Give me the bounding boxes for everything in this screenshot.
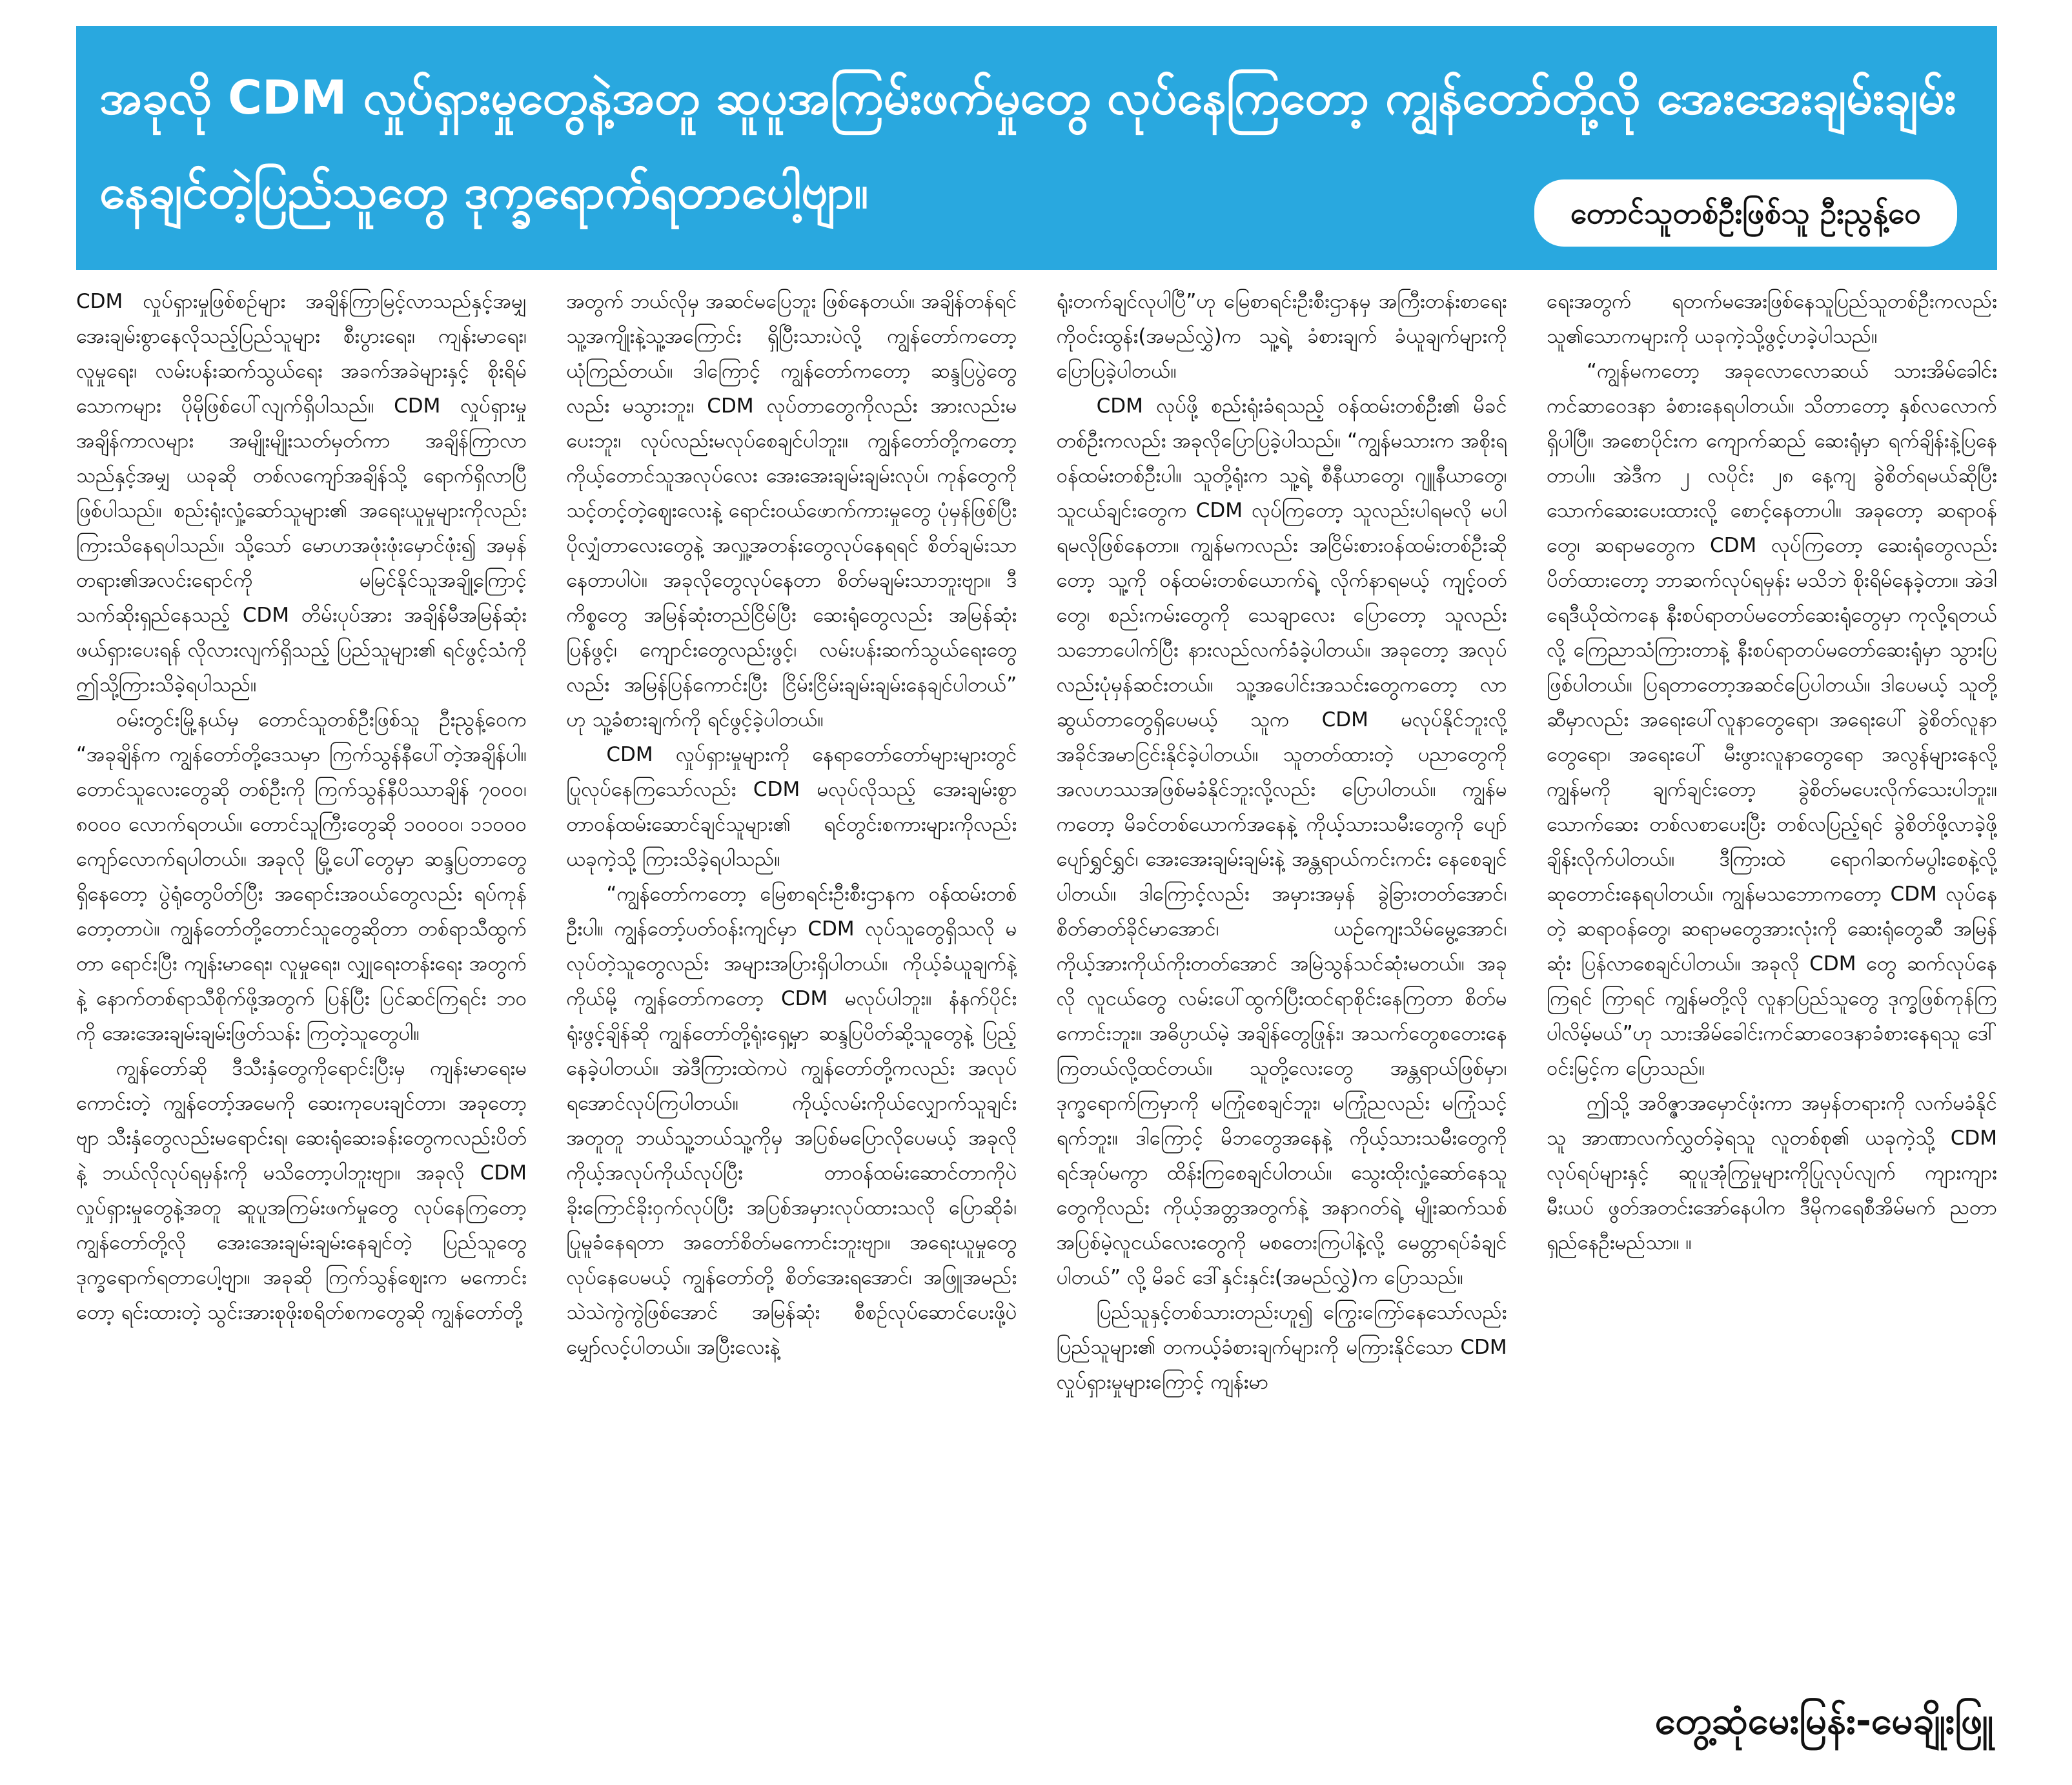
column-1 <box>76 284 527 1769</box>
column-4 <box>1547 284 1997 1769</box>
paragraph: “ကျွန်မကတော့ အခုလောလောဆယ် သားအိမ်ခေါင်းကင်ဆာဝေဒနာ ခံစားနေရပါတယ်။ သိတာတော့ နှစ်လလောက်ရှိပါပြီ။ အစောပိုင်းက ကျောက်ဆည် ဆေးရုံမှာ ရက်ချိန်းနဲ့ပြနေတာပါ။ အဲဒီက ၂ လပိုင်း ၂၈ နေ့ကျ ခွဲစိတ်ရမယ်ဆိုပြီး သောက်ဆေးပေးထားလို့ စောင့်နေတာပါ။ အခုတော့ ဆရာဝန်တွေ၊ ဆရာမတွေက CDM လုပ်ကြတော့ ဆေးရုံတွေလည်း ပိတ်ထားတော့ ဘာဆက်လုပ်ရမှန်း မသိဘဲ စိုးရိမ်နေခဲ့တာ။ အဲဒါ ရေဒီယိုထဲကနေ နီးစပ်ရာတပ်မတော်ဆေးရုံတွေမှာ ကုလို့ရတယ်လို့ ကြေညာသံကြားတာနဲ့ နီးစပ်ရာတပ်မတော်ဆေးရုံမှာ သွားပြဖြစ်ပါတယ်။ ပြရတာတော့အဆင်ပြေပါတယ်။ ဒါပေမယ့် သူတို့ဆီမှာလည်း အရေးပေါ်လူနာတွေရော၊ အရေးပေါ် ခွဲစိတ်လူနာတွေရော၊ အရေးပေါ် မီးဖွားလူနာတွေရော အလွန်များနေလို့ ကျွန်မကို ချက်ချင်းတော့ ခွဲစိတ်မပေးလိုက်သေးပါဘူး။ သောက်ဆေး တစ်လစာပေးပြီး တစ်လပြည့်ရင် ခွဲစိတ်ဖို့လာခဲ့ဖို့ ချိန်းလိုက်ပါတယ်။ ဒီကြားထဲ ရောဂါဆက်မပွါးစေနဲ့လို့ ဆုတောင်းနေရပါတယ်။ ကျွန်မသဘောကတော့ CDM လုပ်နေတဲ့ ဆရာဝန်တွေ၊ ဆရာမတွေအားလုံးကို ဆေးရုံတွေဆီ အမြန်ဆုံး ပြန်လာစေချင်ပါတယ်။ အခုလို CDM တွေ ဆက်လုပ်နေကြရင် ကြာရင် ကျွန်မတို့လို လူနာပြည်သူတွေ ဒုက္ခဖြစ်ကုန်ကြပါလိမ့်မယ်”ဟု သားအိမ်ခေါင်းကင်ဆာဝေဒနာခံစားနေရသူ ဒေါ်ဝင်းမြင့်က ပြောသည်။ <box>1546 360 1997 1080</box>
article-body <box>76 284 1997 1769</box>
column-3 <box>1057 284 1507 1769</box>
paragraph: ပြည်သူနှင့်တစ်သားတည်းဟူ၍ ကြွေးကြော်နေသော်လည်း ပြည်သူများ၏ တကယ့်ခံစားချက်များကို မကြားနိုင်သော CDM လှုပ်ရှားမှုများကြောင့် ကျန်းမာ <box>1056 1301 1507 1394</box>
paragraph: ရေးအတွက် ရတက်မအေးဖြစ်နေသူပြည်သူတစ်ဦးကလည်း သူ၏သောကများကို ယခုကဲ့သို့ဖွင့်ဟခဲ့ပါသည်။ <box>1546 290 1997 348</box>
paragraph: ကျွန်တော်ဆို ဒီသီးနှံတွေကိုရောင်းပြီးမှ ကျန်းမာရေးမကောင်းတဲ့ ကျွန်တော့်အမေကို ဆေးကုပေးချင်တာ၊ အခုတော့ဗျာ သီးနှံတွေလည်းမရောင်းရ၊ ဆေးရုံဆေးခန်းတွေကလည်းပိတ်နဲ့ ဘယ်လိုလုပ်ရမှန်းကို မသိတော့ပါဘူးဗျာ။ အခုလို CDM လှုပ်ရှားမှုတွေနဲ့အတူ ဆူပူအကြမ်းဖက်မှုတွေ လုပ်နေကြတော့ ကျွန်တော်တို့လို အေးအေးချမ်းချမ်းနေချင်တဲ့ ပြည်သူတွေ ဒုက္ခရောက်ရတာပေါ့ဗျာ။ အခုဆို ကြက်သွန်ဈေးက မကောင်းတော့ ရင်းထားတဲ့ သွင်းအားစုဖိုးစရိတ်စကတွေဆို ကျွန်တော်တို့ <box>76 1057 527 1324</box>
author-signature: တွေ့ဆုံမေးမြန်း-မေချိုးဖြူ <box>1654 1698 1993 1742</box>
byline-pill: တောင်သူတစ်ဦးဖြစ်သူ ဦးညွန့်ဝေ <box>1534 179 1957 247</box>
paragraph: ဝမ်းတွင်းမြို့နယ်မှ တောင်သူတစ်ဦးဖြစ်သူ ဦးညွန့်ဝေက “အခုချိန်က ကျွန်တော်တို့ဒေသမှာ ကြက်သွန်နီပေါ်တဲ့အချိန်ပါ။ တောင်သူလေးတွေဆို တစ်ဦးကို ကြက်သွန်နီပိဿာချိန် ၇၀၀၀၊ ၈၀၀၀ လောက်ရတယ်။ တောင်သူကြီးတွေဆို ၁၀၀၀၀၊ ၁၁၀၀၀ ကျော်လောက်ရပါတယ်။ အခုလို မြို့ပေါ်တွေမှာ ဆန္ဒပြတာတွေရှိနေတော့ ပွဲရုံတွေပိတ်ပြီး အရောင်းအဝယ်တွေလည်း ရပ်ကုန်တော့တာပဲ။ ကျွန်တော်တို့တောင်သူတွေဆိုတာ တစ်ရာသီထွက်တာ ရောင်းပြီး ကျန်းမာရေး၊ လူမှုရေး၊ လျှုရေးတန်းရေး အတွက်နဲ့ နောက်တစ်ရာသီစိုက်ဖို့အတွက် ပြန်ပြီး ပြင်ဆင်ကြရင်း ဘဝကို အေးအေးချမ်းချမ်းဖြတ်သန်း ကြတဲ့သူတွေပါ။ <box>76 708 527 1045</box>
paragraph: အတွက် ဘယ်လိုမှ အဆင်မပြေဘူး ဖြစ်နေတယ်။ အချိန်တန်ရင် သူ့အကျိုးနဲ့သူ့အကြောင်း ရှိပြီးသားပဲလို့ ကျွန်တော်ကတော့ ယုံကြည်တယ်။ ဒါကြောင့် ကျွန်တော်ကတော့ ဆန္ဒပြပွဲတွေလည်း မသွားဘူး၊ CDM လုပ်တာတွေကိုလည်း အားလည်းမပေးဘူး၊ လုပ်လည်းမလုပ်စေချင်ပါဘူး။ ကျွန်တော်တို့ကတော့ ကိုယ့်တောင်သူအလုပ်လေး အေးအေးချမ်းချမ်းလုပ်၊ ကုန်တွေကိုသင့်တင့်တဲ့ဈေးလေးနဲ့ ရောင်းဝယ်ဖောက်ကားမှုတွေ ပုံမှန်ဖြစ်ပြီး ပိုလျှံတာလေးတွေနဲ့ အလှူ့အတန်းတွေလုပ်နေရရင် စိတ်ချမ်းသာနေတာပါပဲ။ အခုလိုတွေလုပ်နေတာ စိတ်မချမ်းသာဘူးဗျာ။ ဒီကိစ္စတွေ အမြန်ဆုံးတည်ငြိမ်ပြီး ဆေးရုံတွေလည်း အမြန်ဆုံးပြန်ဖွင့်၊ ကျောင်းတွေလည်းဖွင့်၊ လမ်းပန်းဆက်သွယ်ရေးတွေလည်း အမြန်ပြန်ကောင်းပြီး ငြိမ်းငြိမ်းချမ်းချမ်းနေချင်ပါတယ်” ဟု သူ့ခံစားချက်ကို ရင်ဖွင့်ခဲ့ပါတယ်။ <box>566 290 1017 731</box>
paragraph: “ကျွန်တော်ကတော့ မြေစာရင်းဦးစီးဌာနက ဝန်ထမ်းတစ်ဦးပါ။ ကျွန်တော့်ပတ်ဝန်းကျင်မှာ CDM လုပ်သူတွေရှိသလို မလုပ်တဲ့သူတွေလည်း အများအပြားရှိပါတယ်။ ကိုယ့်ခံယူချက်နဲ့ကိုယ်မို့ ကျွန်တော်ကတော့ CDM မလုပ်ပါဘူး။ နံနက်ပိုင်း ရုံးဖွင့်ချိန်ဆို ကျွန်တော်တို့ရုံးရှေ့မှာ ဆန္ဒပြပိတ်ဆို့သူတွေနဲ့ ပြည့်နေခဲ့ပါတယ်။ အဲဒီကြားထဲကပဲ ကျွန်တော်တို့ကလည်း အလုပ်ရအောင်လုပ်ကြပါတယ်။ ကိုယ့်လမ်းကိုယ်လျှောက်သူချင်းအတူတူ ဘယ်သူ့ဘယ်သူ့ကိုမှ အပြစ်မပြောလိုပေမယ့် အခုလို ကိုယ့်အလုပ်ကိုယ်လုပ်ပြီး တာဝန်ထမ်းဆောင်တာကိုပဲ ခိုးကြောင်ခိုးဝှက်လုပ်ပြီး အပြစ်အမှားလုပ်ထားသလို ပြောဆိုခံ၊ ပြုမူခံနေရတာ အတော်စိတ်မကောင်းဘူးဗျာ။ အရေးယူမှုတွေ လုပ်နေပေမယ့် ကျွန်တော်တို့ စိတ်အေးရအောင်၊ အဖြူအမည်းသဲသဲကွဲကွဲဖြစ်အောင် အမြန်ဆုံး စီစဉ်လုပ်ဆောင်ပေးဖို့ပဲ မျှော်လင့်ပါတယ်။ အပြီးလေးနဲ့ <box>566 882 1017 1359</box>
paragraph: ဤသို့ အဝိဇ္ဇာအမှောင်ဖုံးကာ အမှန်တရားကို လက်မခံနိုင်သူ အာဏာလက်လွှတ်ခဲ့ရသူ လူတစ်စု၏ ယခုကဲ့သို့ CDM လုပ်ရပ်များနှင့် ဆူပူအုံကြွမှုများကိုပြုလုပ်လျက် ကျားကျားမီးယပ် ဖွတ်အတင်းအော်နေပါက ဒီမိုကရေစီအိမ်မက် ညတာရှည်နေဦးမည်သာ။ ။ <box>1546 1092 1997 1254</box>
column-2 <box>566 284 1017 1769</box>
paragraph: CDM လှုပ်ရှားမှုများကို နေရာတော်တော်များများတွင် ပြုလုပ်နေကြသော်လည်း CDM မလုပ်လိုသည့် အေးချမ်းစွာတာဝန်ထမ်းဆောင်ချင်သူများ၏ ရင်တွင်းစကားများကိုလည်း ယခုကဲ့သို့ ကြားသိခဲ့ရပါသည်။ <box>566 743 1017 871</box>
headline: အခုလို CDM လှုပ်ရှားမှုတွေနဲ့အတူ ဆူပူအကြမ်းဖက်မှုတွေ လုပ်နေကြတော့ ကျွန်တော်တို့လို အေးအေးချမ်းချမ်း နေချင်တဲ့ပြည်သူတွေ ဒုက္ခရောက်ရတာပေါ့ဗျာ။ <box>99 70 1956 219</box>
headline-banner <box>76 26 1997 270</box>
paragraph: CDM လုပ်ဖို့ စည်းရုံးခံရသည့် ဝန်ထမ်းတစ်ဦး၏ မိခင်တစ်ဦးကလည်း အခုလိုပြောပြခဲ့ပါသည်။ “ကျွန်မသားက အစိုးရဝန်ထမ်းတစ်ဦးပါ။ သူတို့ရုံးက သူ့ရဲ့ စီနီယာတွေ၊ ဂျူနီယာတွေ၊ သူငယ်ချင်းတွေက CDM လုပ်ကြတော့ သူလည်းပါရမလို မပါရမလိုဖြစ်နေတာ။ ကျွန်မကလည်း အငြိမ်းစားဝန်ထမ်းတစ်ဦးဆိုတော့ သူ့ကို ဝန်ထမ်းတစ်ယောက်ရဲ့ လိုက်နာရမယ့် ကျင့်ဝတ်တွေ၊ စည်းကမ်းတွေကို သေချာလေး ပြောတော့ သူလည်းသဘောပေါက်ပြီး နားလည်လက်ခံခဲ့ပါတယ်။ အခုတော့ အလုပ်လည်းပုံမှန်ဆင်းတယ်။ သူ့အပေါင်းအသင်းတွေကတော့ လာဆွယ်တာတွေရှိပေမယ့် သူက CDM မလုပ်နိုင်ဘူးလို့ အခိုင်အမာငြင်းနိုင်ခဲ့ပါတယ်။ သူတတ်ထားတဲ့ ပညာတွေကို အလဟဿအဖြစ်မခံနိုင်ဘူးလို့လည်း ပြောပါတယ်။ ကျွန်မကတော့ မိခင်တစ်ယောက်အနေနဲ့ ကိုယ့်သားသမီးတွေကို ပျော်ပျော်ရွှင်ရွှင်၊ အေးအေးချမ်းချမ်းနဲ့ အန္တရာယ်ကင်းကင်း နေစေချင်ပါတယ်။ ဒါကြောင့်လည်း အမှားအမှန် ခွဲခြားတတ်အောင်၊ စိတ်ဓာတ်ခိုင်မာအောင်၊ ယဉ်ကျေးသိမ်မွေ့အောင်၊ ကိုယ့်အားကိုယ်ကိုးတတ်အောင် အမြဲသွန်သင်ဆုံးမတယ်။ အခုလို လူငယ်တွေ လမ်းပေါ်ထွက်ပြီးထင်ရာစိုင်းနေကြတာ စိတ်မကောင်းဘူး။ အဓိပ္ပာယ်မဲ့ အချိန်တွေဖြုန်း၊ အသက်တွေစတေးနေကြတယ်လို့ထင်တယ်။ သူတို့လေးတွေ အန္တရာယ်ဖြစ်မှာ၊ ဒုက္ခရောက်ကြမှာကို မကြုံစေချင်ဘူး၊ မကြုံညလည်း မကြုံသင့်ရက်ဘူး။ ဒါကြောင့် မိဘတွေအနေနဲ့ ကိုယ့်သားသမီးတွေကို ရင်အုပ်မကွာ ထိန်းကြစေချင်ပါတယ်။ သွေးထိုးလှုံ့ဆော်နေသူတွေကိုလည်း ကိုယ့်အတ္တအတွက်နဲ့ အနာဂတ်ရဲ့ မျိုးဆက်သစ် အပြစ်မဲ့လူငယ်လေးတွေကို မစတေးကြပါနဲ့လို့ မေတ္တာရပ်ခံချင်ပါတယ်” လို့ မိခင် ဒေါ်နှင်းနှင်း(အမည်လွှဲ)က ပြောသည်။ <box>1056 394 1507 1289</box>
paragraph: ရုံးတက်ချင်လုပါပြီ”ဟု မြေစာရင်းဦးစီးဌာနမှ အကြီးတန်းစာရေး ကိုဝင်းထွန်း(အမည်လွှဲ)က သူ့ရဲ့ ခံစားချက် ခံယူချက်များကို ပြောပြခဲ့ပါတယ်။ <box>1056 290 1507 383</box>
paragraph: CDM လှုပ်ရှားမှုဖြစ်စဉ်များ အချိန်ကြာမြင့်လာသည်နှင့်အမျှ အေးချမ်းစွာနေလိုသည့်ပြည်သူများ စီးပွားရေး၊ ကျန်းမာရေး၊ လူမှုရေး၊ လမ်းပန်းဆက်သွယ်ရေး အခက်အခဲများနှင့် စိုးရိမ်သောကများ ပိုမိုဖြစ်ပေါ်လျက်ရှိပါသည်။ CDM လှုပ်ရှားမှုအချိန်ကာလများ အမျိုးမျိုးသတ်မှတ်ကာ အချိန်ကြာလာသည်နှင့်အမျှ ယခုဆို တစ်လကျော်အချိန်သို့ ရောက်ရှိလာပြီ ဖြစ်ပါသည်။ စည်းရုံးလှုံ့ဆော်သူများ၏ အရေးယူမှုများကိုလည်း ကြားသိနေရပါသည်။ သို့သော် မောဟအဖုံးဖုံးမှောင်ဖုံး၍ အမှန်တရား၏အလင်းရောင်ကို မမြင်နိုင်သူအချို့ကြောင့် သက်ဆိုးရှည်နေသည့် CDM တိမ်းပုပ်အား အချိန်မီအမြန်ဆုံးဖယ်ရှားပေးရန် လိုလားလျက်ရှိသည့် ပြည်သူများ၏ ရင်ဖွင့်သံကို ဤသို့ကြားသိခဲ့ရပါသည်။ <box>76 290 527 697</box>
